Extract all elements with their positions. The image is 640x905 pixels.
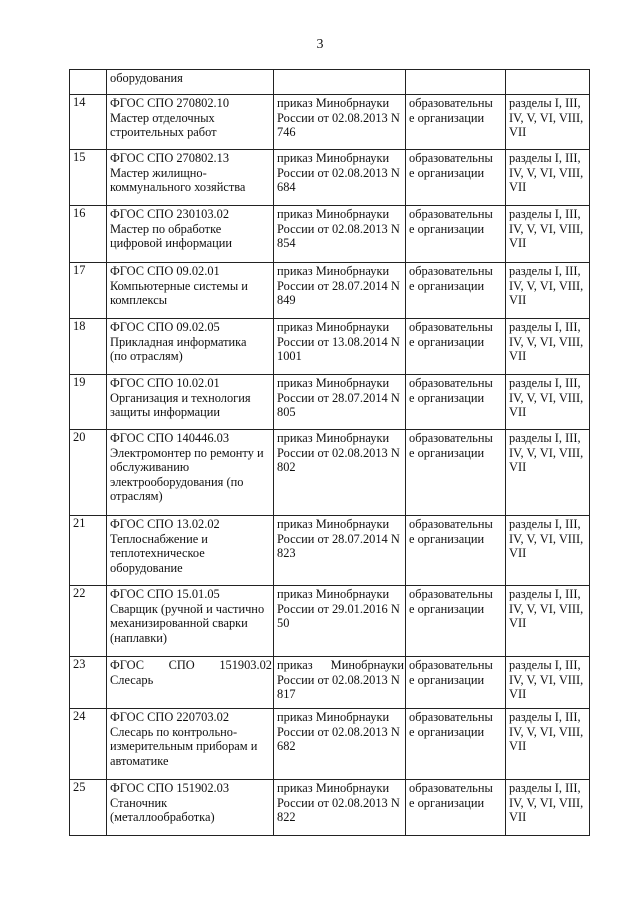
order-line: приказ Минобрнауки (277, 431, 390, 445)
standard-name-line: электрооборудования (по (110, 474, 244, 489)
cell-order (274, 206, 406, 263)
cell-sections (506, 516, 590, 586)
cell-sections-text (509, 516, 588, 561)
order-line: 682 (277, 739, 296, 754)
cell-sections-text (509, 95, 588, 140)
cell-order (274, 780, 406, 836)
cell-organizations-text (409, 319, 504, 349)
cell-order (274, 375, 406, 430)
sections-line: IV, V, VI, VIII, (509, 334, 584, 349)
cell-organizations (406, 780, 506, 836)
cell-standard-name-text (110, 657, 272, 687)
cell-sections-text (509, 206, 588, 251)
standards-table (69, 69, 590, 836)
order-line: России от 28.07.2014 N (277, 278, 400, 293)
sections-line: IV, V, VI, VIII, (509, 165, 584, 180)
organizations-line: е организации (409, 110, 485, 125)
standard-name-line: теплотехническое (110, 546, 205, 561)
sections-line: разделы I, III, (509, 781, 581, 795)
cell-standard-name-text (110, 150, 272, 195)
order-line: России от 02.08.2013 N (277, 795, 400, 810)
cell-sections-text (509, 709, 588, 754)
order-line: приказ Минобрнауки (277, 96, 390, 110)
organizations-line: е организации (409, 531, 485, 546)
order-line: России от 02.08.2013 N (277, 165, 400, 180)
cell-standard-name (107, 70, 274, 95)
order-line: России от 29.01.2016 N (277, 601, 400, 616)
cell-order-text (277, 263, 404, 308)
sections-line: IV, V, VI, VIII, (509, 390, 584, 405)
cell-order-text (277, 516, 404, 561)
organizations-line: е организации (409, 724, 485, 739)
table-body (70, 70, 590, 836)
organizations-line: образовательны (409, 658, 493, 672)
cell-sections (506, 263, 590, 319)
sections-line: IV, V, VI, VIII, (509, 672, 584, 687)
standard-name-line: цифровой информации (110, 236, 233, 251)
organizations-line: образовательны (409, 264, 493, 278)
standard-name-line: комплексы (110, 293, 168, 308)
sections-line: VII (509, 180, 527, 195)
order-line: 50 (277, 616, 290, 631)
cell-num: 15 (70, 150, 107, 206)
cell-standard-name (107, 319, 274, 375)
cell-sections-text (509, 375, 588, 420)
cell-num: 24 (70, 709, 107, 780)
sections-line: IV, V, VI, VIII, (509, 110, 584, 125)
cell-standard-name-text (110, 206, 272, 251)
cell-organizations-text (409, 206, 504, 236)
standard-name-line: Слесарь (110, 672, 154, 687)
cell-standard-name-text (110, 263, 272, 308)
order-line: 802 (277, 460, 296, 475)
cell-standard-name (107, 516, 274, 586)
cell-standard-name-text (110, 709, 272, 768)
cell-standard-name (107, 263, 274, 319)
sections-line: VII (509, 293, 527, 308)
organizations-line: образовательны (409, 781, 493, 795)
organizations-line: образовательны (409, 710, 493, 724)
order-line: приказ Минобрнауки (277, 376, 390, 390)
organizations-line: е организации (409, 672, 485, 687)
order-line: 805 (277, 405, 296, 420)
cell-standard-name (107, 430, 274, 516)
cell-organizations-text (409, 780, 504, 810)
organizations-line: е организации (409, 601, 485, 616)
table-row (70, 780, 590, 836)
cell-order (274, 516, 406, 586)
cell-order-text (277, 430, 404, 475)
standard-name-line: (по отраслям) (110, 349, 183, 364)
order-line: приказ Минобрнауки (277, 151, 390, 165)
organizations-line: е организации (409, 278, 485, 293)
organizations-line: образовательны (409, 96, 493, 110)
cell-order-text (277, 150, 404, 195)
standard-name-line: (металлообработка) (110, 810, 215, 825)
cell-order-text (277, 206, 404, 251)
cell-organizations-text (409, 709, 504, 739)
cell-standard-name (107, 206, 274, 263)
organizations-line: образовательны (409, 376, 493, 390)
cell-sections (506, 319, 590, 375)
standard-name-line-word: СПО (168, 658, 195, 672)
cell-sections (506, 150, 590, 206)
standard-name-line: оборудование (110, 560, 183, 575)
sections-line: VII (509, 460, 527, 475)
order-line: России от 02.08.2013 N (277, 724, 400, 739)
cell-sections (506, 95, 590, 150)
order-line: России от 28.07.2014 N (277, 531, 400, 546)
sections-line: разделы I, III, (509, 96, 581, 110)
organizations-line: образовательны (409, 587, 493, 601)
sections-line: разделы I, III, (509, 517, 581, 531)
cell-order-text (277, 780, 404, 825)
cell-num: 23 (70, 657, 107, 709)
sections-line: разделы I, III, (509, 710, 581, 724)
sections-line: IV, V, VI, VIII, (509, 531, 584, 546)
standard-name-line: коммунального хозяйства (110, 180, 246, 195)
cell-standard-name-text (110, 95, 272, 140)
table-row (70, 319, 590, 375)
organizations-line: е организации (409, 221, 485, 236)
cell-num: 19 (70, 375, 107, 430)
standard-name-line: Мастер по обработке (110, 221, 222, 236)
cell-sections (506, 70, 590, 95)
cell-standard-name (107, 95, 274, 150)
cell-sections (506, 206, 590, 263)
cell-sections (506, 375, 590, 430)
cell-num: 16 (70, 206, 107, 263)
cell-order-text (277, 657, 404, 702)
organizations-line: образовательны (409, 320, 493, 334)
sections-line: разделы I, III, (509, 207, 581, 221)
standard-name-line: Слесарь по контрольно- (110, 724, 238, 739)
standard-name-line: ФГОС СПО 09.02.01 (110, 264, 220, 278)
cell-organizations (406, 95, 506, 150)
cell-order (274, 430, 406, 516)
cell-organizations-text (409, 586, 504, 616)
standard-name-line: измерительным приборам и (110, 739, 258, 754)
cell-sections (506, 780, 590, 836)
cell-standard-name-text (110, 319, 272, 364)
organizations-line: е организации (409, 390, 485, 405)
standard-name-line-word: ФГОС (110, 658, 145, 672)
sections-line: VII (509, 739, 527, 754)
cell-order (274, 150, 406, 206)
cell-num: 18 (70, 319, 107, 375)
cell-num: 17 (70, 263, 107, 319)
sections-line: разделы I, III, (509, 264, 581, 278)
order-line: приказ Минобрнауки (277, 781, 390, 795)
cell-sections-text (509, 150, 588, 195)
cell-organizations-text (409, 430, 504, 460)
standard-name-line: защиты информации (110, 405, 221, 420)
standard-name-line: Теплоснабжение и (110, 531, 208, 546)
cell-organizations (406, 263, 506, 319)
order-line: России от 02.08.2013 N (277, 221, 400, 236)
cell-num: 22 (70, 586, 107, 657)
order-line: приказ Минобрнауки (277, 587, 390, 601)
standard-name-line: ФГОС СПО 270802.10 (110, 96, 230, 110)
sections-line: VII (509, 236, 527, 251)
sections-line: IV, V, VI, VIII, (509, 278, 584, 293)
order-line: России от 13.08.2014 N (277, 334, 400, 349)
standard-name-line: Мастер отделочных (110, 110, 215, 125)
cell-standard-name-text (110, 430, 272, 504)
standard-name-line: строительных работ (110, 125, 217, 140)
standard-name-line: Компьютерные системы и (110, 278, 248, 293)
cell-num (70, 70, 107, 95)
cell-organizations (406, 319, 506, 375)
cell-order-text (277, 586, 404, 631)
cell-organizations-text (409, 150, 504, 180)
sections-line: IV, V, VI, VIII, (509, 724, 584, 739)
cell-order (274, 263, 406, 319)
order-line: 822 (277, 810, 296, 825)
standard-name-line: ФГОС СПО 230103.02 (110, 207, 230, 221)
cell-num: 25 (70, 780, 107, 836)
order-line: 746 (277, 125, 296, 140)
table-row-continued (70, 70, 590, 95)
table-row (70, 430, 590, 516)
page-number: 3 (316, 37, 324, 52)
cell-num: 20 (70, 430, 107, 516)
order-line-word: приказ (277, 658, 313, 672)
cell-organizations (406, 709, 506, 780)
order-line: 823 (277, 546, 296, 561)
cell-sections (506, 430, 590, 516)
standard-name-line: Прикладная информатика (110, 334, 247, 349)
standard-name-line: ФГОС СПО 140446.03 (110, 431, 230, 445)
standard-name-line: оборудования (110, 71, 183, 85)
cell-organizations (406, 430, 506, 516)
sections-line: разделы I, III, (509, 320, 581, 334)
sections-line: VII (509, 546, 527, 561)
sections-line: разделы I, III, (509, 151, 581, 165)
standard-name-line: отраслям) (110, 489, 163, 504)
order-line: 1001 (277, 349, 302, 364)
cell-standard-name (107, 780, 274, 836)
standard-name-line: Мастер жилищно- (110, 165, 207, 180)
standard-name-line: Организация и технология (110, 390, 251, 405)
order-line: приказ Минобрнауки (277, 264, 390, 278)
sections-line: IV, V, VI, VIII, (509, 601, 584, 616)
order-line: приказ Минобрнауки (277, 710, 390, 724)
order-line: России от 02.08.2013 N (277, 445, 400, 460)
table-row (70, 586, 590, 657)
standard-name-line: Сварщик (ручной и частично (110, 601, 265, 616)
cell-sections-text (509, 657, 588, 702)
standard-name-line: автоматике (110, 753, 169, 768)
cell-standard-name (107, 657, 274, 709)
order-line: 684 (277, 180, 296, 195)
cell-organizations-text (409, 95, 504, 125)
standard-name-line: ФГОС СПО 13.02.02 (110, 517, 220, 531)
standard-name-line: ФГОС СПО 270802.13 (110, 151, 230, 165)
standard-name-line: ФГОС СПО 15.01.05 (110, 587, 220, 601)
standard-name-line: ФГОС СПО 09.02.05 (110, 320, 220, 334)
cell-order (274, 319, 406, 375)
order-line (277, 658, 404, 673)
cell-order (274, 657, 406, 709)
cell-order (274, 709, 406, 780)
organizations-line: е организации (409, 445, 485, 460)
sections-line: IV, V, VI, VIII, (509, 445, 584, 460)
cell-sections-text (509, 780, 588, 825)
cell-num: 14 (70, 95, 107, 150)
cell-sections-text (509, 586, 588, 631)
table-row (70, 709, 590, 780)
cell-standard-name (107, 709, 274, 780)
table-row (70, 657, 590, 709)
organizations-line: образовательны (409, 151, 493, 165)
cell-organizations (406, 375, 506, 430)
sections-line: VII (509, 405, 527, 420)
cell-order-text (277, 95, 404, 140)
cell-organizations-text (409, 516, 504, 546)
organizations-line: е организации (409, 795, 485, 810)
sections-line: IV, V, VI, VIII, (509, 221, 584, 236)
organizations-line: образовательны (409, 207, 493, 221)
cell-sections (506, 586, 590, 657)
sections-line: IV, V, VI, VIII, (509, 795, 584, 810)
cell-organizations (406, 586, 506, 657)
cell-order-text (277, 319, 404, 364)
order-line: 849 (277, 293, 296, 308)
order-line: 854 (277, 236, 296, 251)
cell-organizations (406, 657, 506, 709)
sections-line: VII (509, 616, 527, 631)
cell-standard-name-text (110, 516, 272, 575)
organizations-line: образовательны (409, 431, 493, 445)
cell-organizations (406, 516, 506, 586)
standard-name-line: (наплавки) (110, 630, 168, 645)
table-row (70, 95, 590, 150)
organizations-line: образовательны (409, 517, 493, 531)
cell-sections (506, 709, 590, 780)
organizations-line: е организации (409, 334, 485, 349)
sections-line: VII (509, 687, 527, 702)
table-row (70, 206, 590, 263)
cell-standard-name (107, 150, 274, 206)
table-row (70, 516, 590, 586)
sections-line: разделы I, III, (509, 431, 581, 445)
cell-organizations (406, 206, 506, 263)
cell-sections-text (509, 319, 588, 364)
cell-sections-text (509, 430, 588, 475)
cell-standard-name-text (110, 780, 272, 825)
cell-standard-name-text (110, 375, 272, 420)
sections-line: VII (509, 349, 527, 364)
standard-name-line: обслуживанию (110, 460, 190, 475)
cell-order (274, 586, 406, 657)
standard-name-line (110, 658, 272, 673)
sections-line: разделы I, III, (509, 376, 581, 390)
order-line-word: Минобрнауки (330, 658, 404, 672)
order-line: приказ Минобрнауки (277, 517, 390, 531)
cell-sections (506, 657, 590, 709)
order-line: 817 (277, 687, 296, 702)
sections-line: разделы I, III, (509, 658, 581, 672)
cell-organizations-text (409, 263, 504, 293)
organizations-line: е организации (409, 165, 485, 180)
cell-order-text (277, 375, 404, 420)
standard-name-line: ФГОС СПО 220703.02 (110, 710, 230, 724)
cell-organizations-text (409, 657, 504, 687)
standard-name-line-word: 151903.02 (219, 658, 272, 672)
order-line: приказ Минобрнауки (277, 207, 390, 221)
cell-standard-name (107, 375, 274, 430)
sections-line: VII (509, 125, 527, 140)
standard-name-line: ФГОС СПО 151902.03 (110, 781, 230, 795)
cell-organizations (406, 150, 506, 206)
table-row (70, 263, 590, 319)
table-row (70, 375, 590, 430)
order-line: России от 28.07.2014 N (277, 390, 400, 405)
order-line: приказ Минобрнауки (277, 320, 390, 334)
cell-num: 21 (70, 516, 107, 586)
standard-name-line: ФГОС СПО 10.02.01 (110, 376, 220, 390)
cell-order (274, 70, 406, 95)
table-row (70, 150, 590, 206)
standard-name-line: Электромонтер по ремонту и (110, 445, 264, 460)
order-line: России от 02.08.2013 N (277, 110, 400, 125)
cell-order (274, 95, 406, 150)
cell-organizations (406, 70, 506, 95)
cell-organizations-text (409, 375, 504, 405)
order-line: России от 02.08.2013 N (277, 672, 400, 687)
sections-line: VII (509, 810, 527, 825)
standard-name-line: Станочник (110, 795, 168, 810)
standard-name-line: механизированной сварки (110, 616, 248, 631)
cell-standard-name-text (110, 586, 272, 645)
sections-line: разделы I, III, (509, 587, 581, 601)
cell-sections-text (509, 263, 588, 308)
cell-order-text (277, 709, 404, 754)
cell-standard-name (107, 586, 274, 657)
